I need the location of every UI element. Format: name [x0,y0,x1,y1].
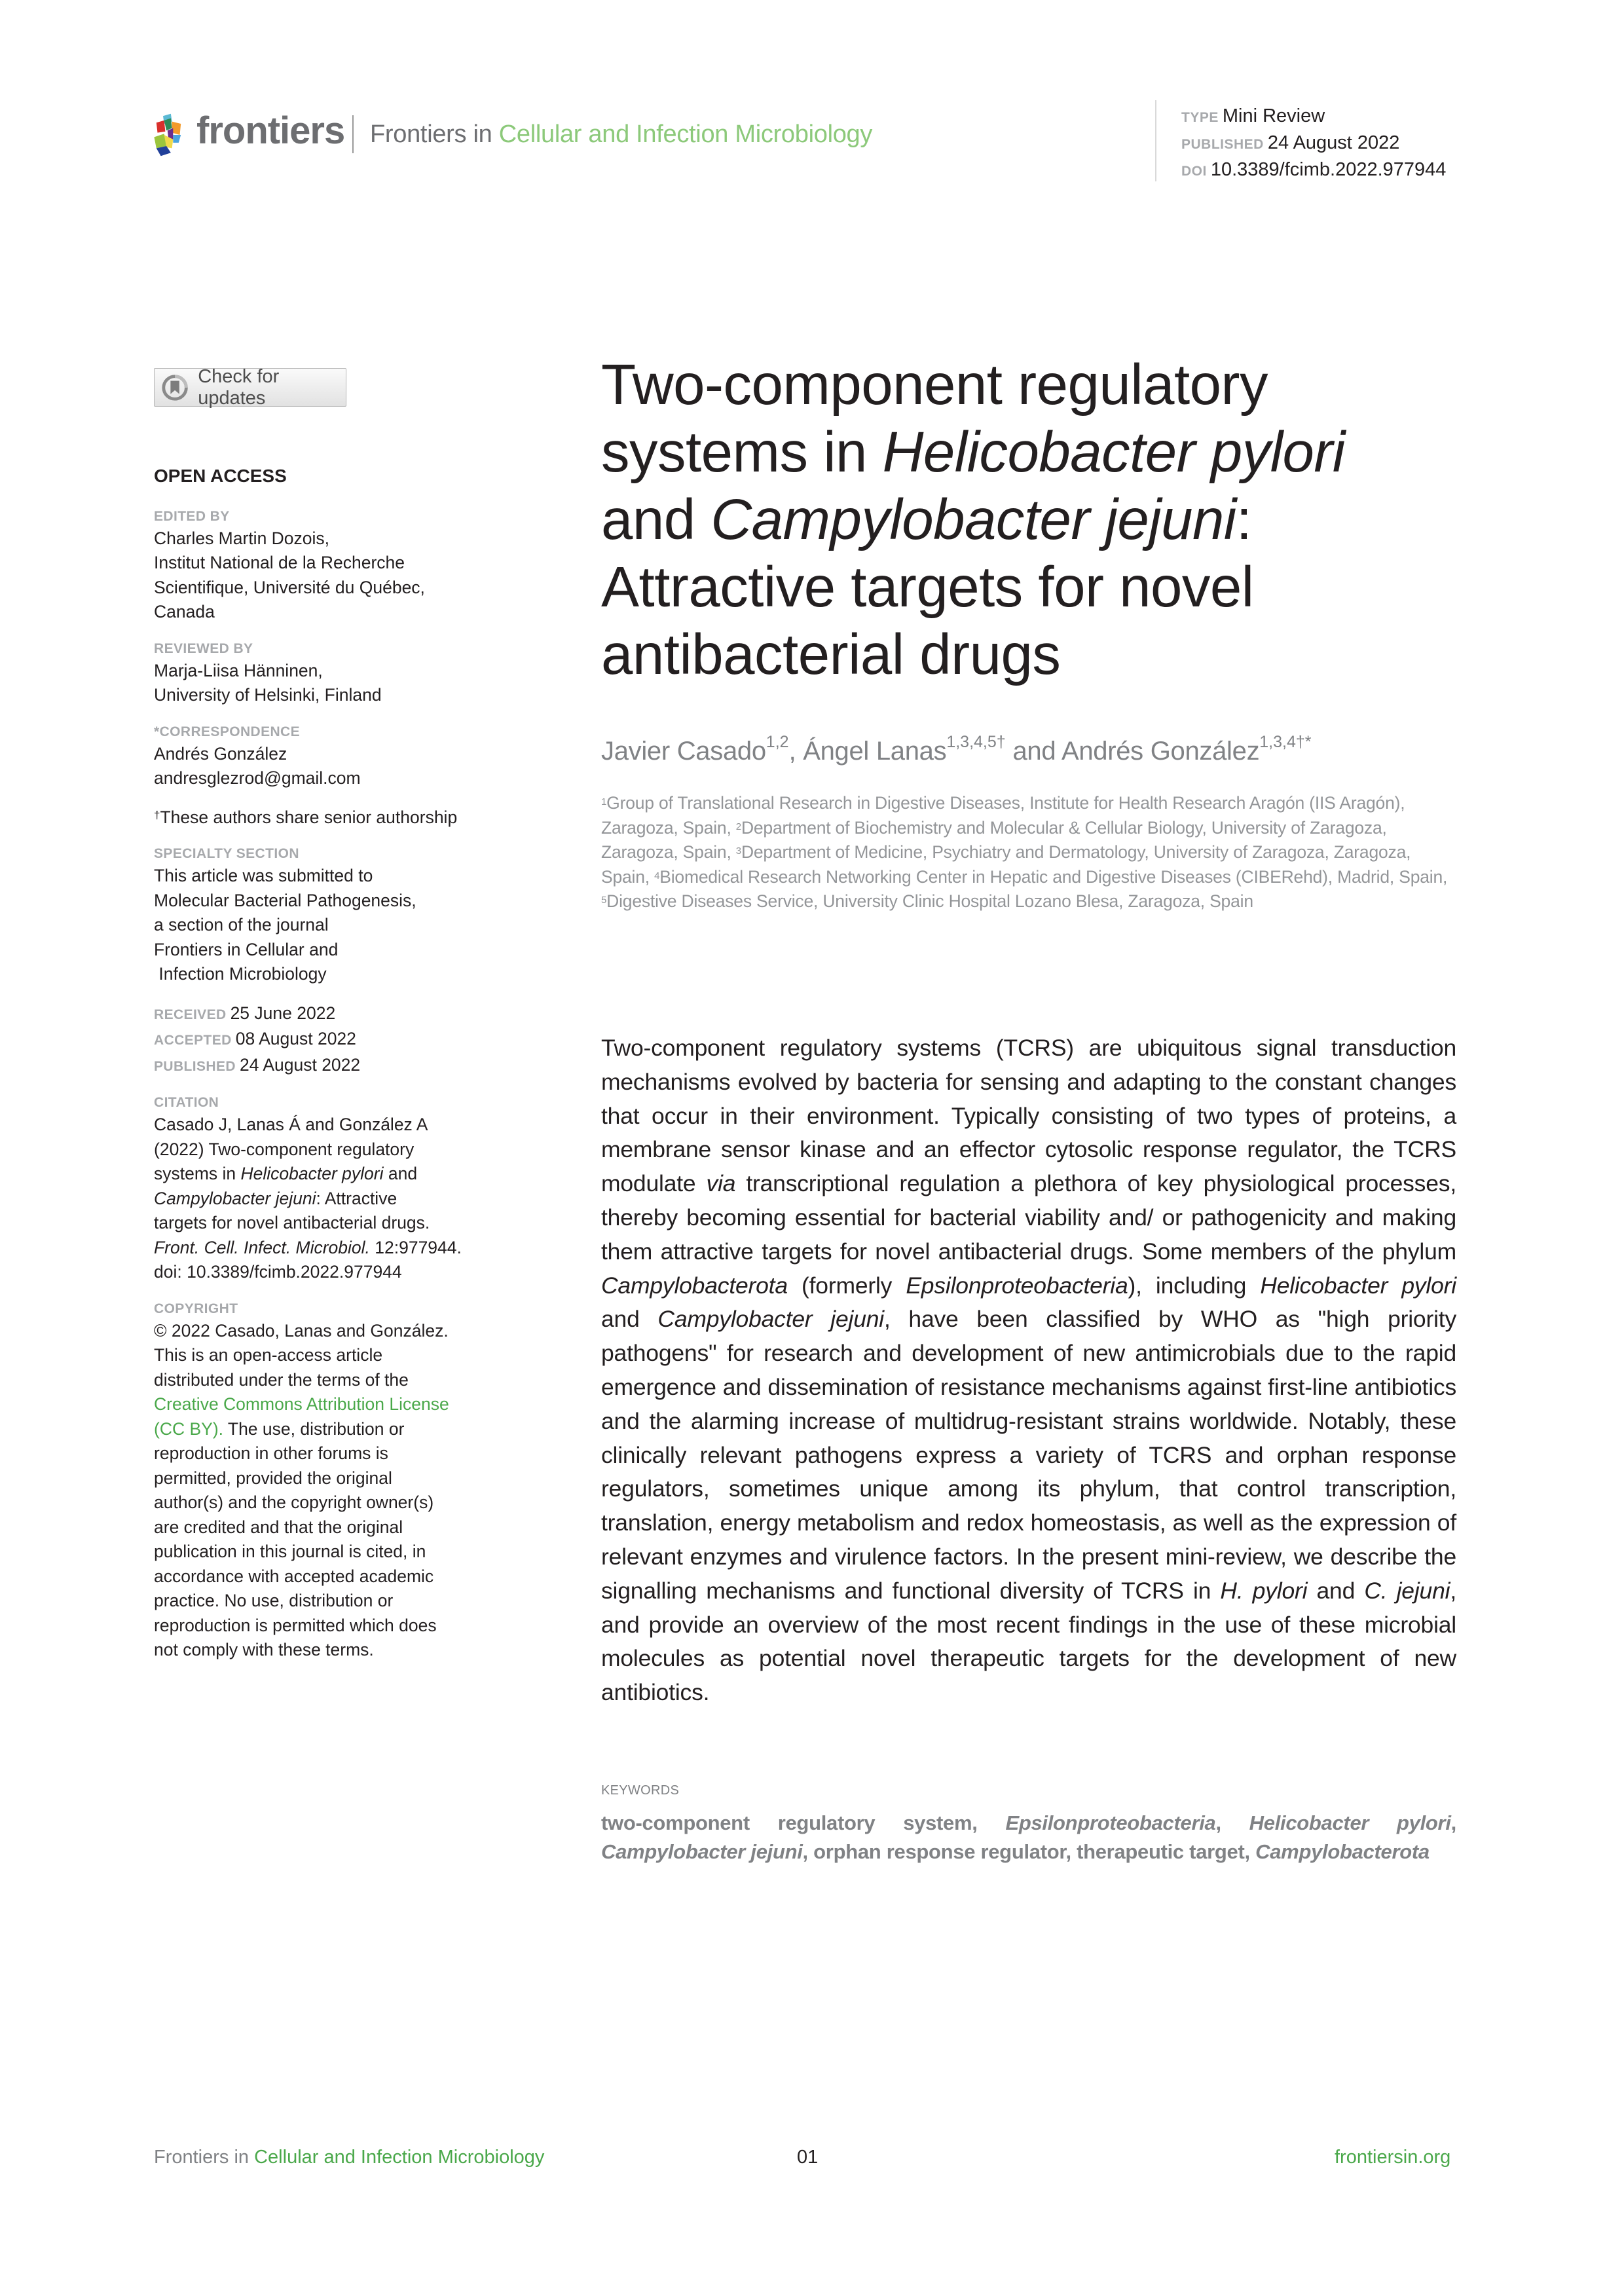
keyword: Helicobacter pylori [1249,1811,1451,1834]
author-name[interactable]: Javier Casado [601,737,766,766]
journal-prefix: Frontiers in [370,120,499,148]
cc-license-link[interactable]: Creative Commons Attribution License [154,1394,449,1414]
correspondence-name: Andrés González [154,743,287,764]
dagger-mark: † [154,808,160,821]
keyword: Epsilonproteobacteria [1005,1811,1216,1834]
correspondence-email[interactable]: andresglezrod@gmail.com [154,768,361,788]
page-number: 01 [797,2147,819,2168]
doi-link[interactable]: 10.3389/fcimb.2022.977944 [1210,159,1447,180]
footer-site-link[interactable]: frontiersin.org [1335,2147,1451,2168]
senior-authorship-note: †These authors share senior authorship [154,807,458,827]
meta-type: TYPE Mini Review [1181,105,1325,126]
keyword: two-component regulatory system [601,1811,972,1834]
citation-doi[interactable]: doi: 10.3389/fcimb.2022.977944 [154,1262,402,1282]
article-meta [1181,103,1446,184]
received-date: RECEIVED 25 June 2022 [154,1003,336,1023]
meta-published: PUBLISHED 24 August 2022 [1181,132,1400,153]
correspondence-section [154,722,507,791]
author-name[interactable]: Ángel Lanas [803,737,947,766]
published-date: PUBLISHED 24 August 2022 [154,1054,361,1075]
citation-label: CITATION [154,1095,219,1110]
article-title: Two-component regulatory systems in Helicobacter pylori and Campylobacter jejuni: Attractive targets for novel antibacterial drugs [601,353,1345,686]
edited-by-section: EDITED BY Charles Martin Dozois, Institut National de la Recherche Scientifique, Université du Québec, Canada [154,507,507,625]
keyword: orphan response regulator [813,1840,1066,1863]
cc-by-link[interactable]: (CC BY). [154,1418,223,1439]
meta-divider [1155,100,1156,181]
check-for-updates-label: Check for updates [198,365,280,409]
affiliations: $^1$Group of Translational Research in Digestive Diseases, Institute for Health Research Aragón (IIS Aragón), Zaragoza, Spain, $^2$Department of Biochemistry and Molecular & Cellular Biology, University of Zaragoza, Zaragoza, Spain, $^3$Department of Medicine, Psychiatry and Dermatology, University of Zaragoza, Zaragoza, Spain, $^4$Biomedical Research Networking Center in Hepatic and Digestive Diseases (CIBERehd), Madrid, Spain, $^5$Digestive Diseases Service, University Clinic Hospital Lozano Blesa, Zaragoza, Spain [601,793,1448,911]
copyright-label: COPYRIGHT [154,1301,238,1316]
copyright-section: COPYRIGHT © 2022 Casado, Lanas and González. This is an open-access article distributed under the terms of the Creative Commons Attribution License (CC BY). The use, distribution or reproduction in other forums is permitted, provided the original author(s) and the copyright owner(s) are credited and that the original publication in this journal is cited, in accordance with accepted academic practice. No use, distribution or reproduction is permitted which does not comply with these terms. [154,1299,507,1663]
journal-title[interactable] [370,120,872,149]
author-list: Javier Casado$^{1,2}$, Ángel Lanas$^{1,3,4,5\dagger}$ and Andrés González$^{1,3,4\dagger*}$ [601,733,1312,766]
citation-section: CITATION Casado J, Lanas Á and González A (2022) Two-component regulatory systems in Helicobacter pylori and Campylobacter jejuni: Attractive targets for novel antibacterial drugs. Front. Cell. Infect. Microbiol. 12:977944. doi: 10.3389/fcimb.2022.977944 [154,1093,507,1285]
correspondence-label: *CORRESPONDENCE [154,724,301,739]
journal-name: Cellular and Infection Microbiology [498,120,873,148]
check-for-updates-button[interactable] [154,365,346,409]
keyword: therapeutic target [1077,1840,1245,1863]
keywords-label: KEYWORDS [601,1783,680,1798]
edited-by-label: EDITED BY [154,508,230,524]
keyword: Campylobacter jejuni [601,1840,803,1863]
reviewed-by-section: REVIEWED BY Marja-Liisa Hänninen, University of Helsinki, Finland [154,639,507,708]
bookmark-circle-icon [161,373,189,402]
sidebar [154,464,507,1677]
frontiers-logo-icon [152,113,196,157]
brand-wordmark: frontiers [196,109,345,152]
header-divider [352,115,354,153]
author-name[interactable]: Andrés González [1061,737,1260,766]
abstract: Two-component regulatory systems (TCRS) are ubiquitous signal transduction mechanisms evolved by bacteria for sensing and adapting to the constant changes that occur in their environment. Typically consisting of two types of proteins, a membrane sensor kinase and an effector cytosolic response regulator, the TCRS modulate via transcriptional regulation a plethora of key physiological processes, thereby becoming essential for bacterial viability and/ or pathogenicity and making them attractive targets for novel antibacterial drugs. Some members of the phylum Campylobacterota (formerly Epsilonproteobacteria), including Helicobacter pylori and Campylobacter jejuni, have been classified by WHO as "high priority pathogens" for research and development of new antimicrobials due to the rapid emergence and dissemination of resistance mechanisms against first-line antibiotics and the alarming increase of multidrug-resistant strains worldwide. Notably, these clinically relevant pathogens express a variety of TCRS and orphan response regulators, sometimes unique among its phylum, that control transcription, translation, energy metabolism and redox homeostasis, as well as the expression of relevant enzymes and virulence factors. In the present mini-review, we describe the signalling mechanisms and functional diversity of TCRS in H. pylori and C. jejuni, and provide an overview of the most recent findings in the use of these microbial molecules as potential novel therapeutic targets for the development of new antibiotics. [601,1035,1457,1706]
footer-journal[interactable]: Frontiers in Cellular and Infection Microbiology [154,2147,545,2168]
keywords-list: two-component regulatory system, Epsilonproteobacteria, Helicobacter pylori, Campylobacter jejuni, orphan response regulator, therapeutic target, Campylobacterota [601,1811,1456,1863]
dates-section [154,1001,507,1079]
keyword: Campylobacterota [1255,1840,1430,1863]
reviewed-by-label: REVIEWED BY [154,640,253,656]
specialty-label: SPECIALTY SECTION [154,846,299,861]
meta-doi: DOI 10.3389/fcimb.2022.977944 [1181,159,1447,180]
accepted-date: ACCEPTED 08 August 2022 [154,1029,356,1048]
open-access-label: OPEN ACCESS [154,466,287,486]
specialty-section: SPECIALTY SECTION This article was submitted to Molecular Bacterial Pathogenesis, a section of the journal Frontiers in Cellular and Infection Microbiology [154,844,507,987]
